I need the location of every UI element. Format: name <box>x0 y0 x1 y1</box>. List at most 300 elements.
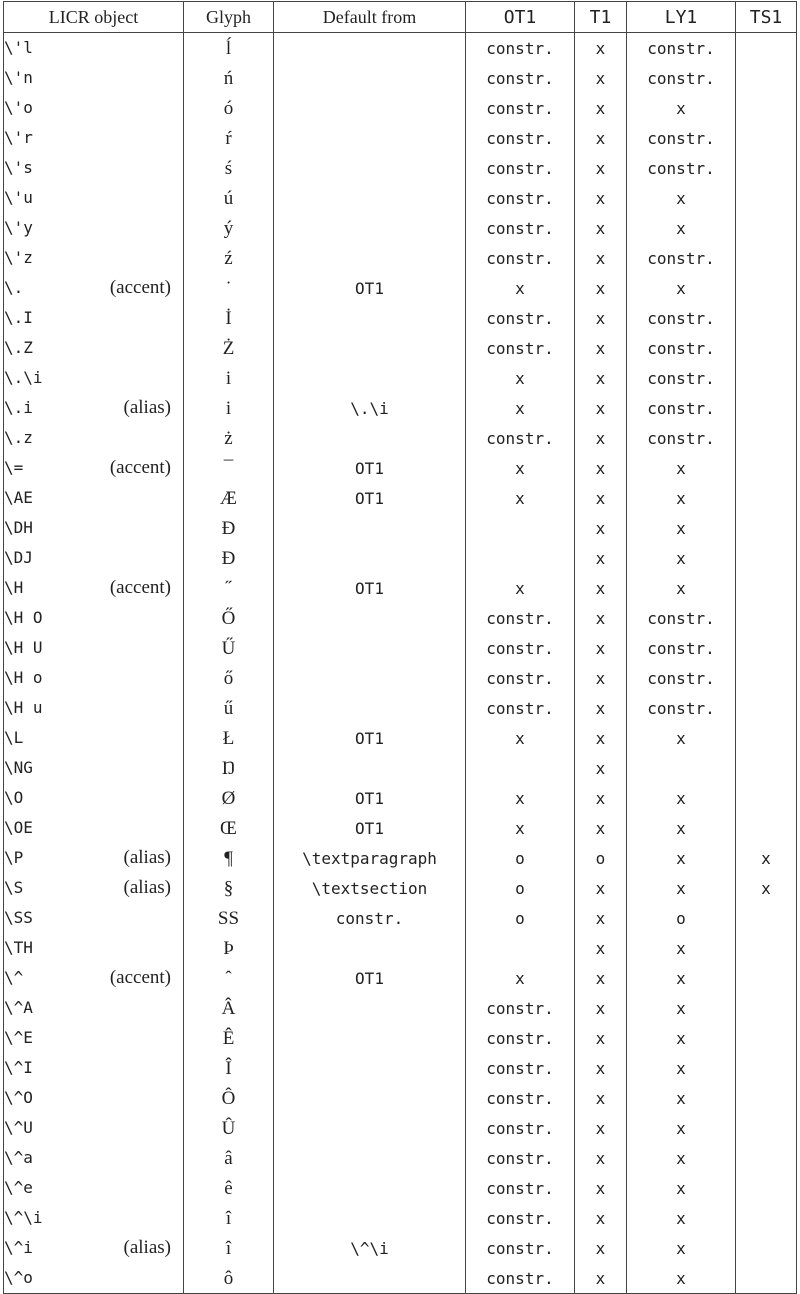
licr-command: \H o <box>4 668 43 687</box>
licr-command: \L <box>4 728 24 747</box>
licr-command: \H O <box>4 608 43 627</box>
ts1-cell <box>736 273 797 303</box>
table-row <box>4 303 797 333</box>
t1-cell: x <box>575 243 627 273</box>
ot1-cell: constr. <box>466 303 575 333</box>
ly1-cell: x <box>627 183 736 213</box>
licr-object-cell <box>4 273 184 303</box>
header-default-from: Default from <box>274 2 466 33</box>
ot1-cell: constr. <box>466 63 575 93</box>
licr-object-cell <box>4 63 184 93</box>
ly1-cell: x <box>627 1113 736 1143</box>
licr-object-cell <box>4 783 184 813</box>
table-body <box>4 33 797 1294</box>
ts1-cell <box>736 453 797 483</box>
glyph-cell: Â <box>184 993 274 1023</box>
table-row <box>4 783 797 813</box>
table-row <box>4 813 797 843</box>
ot1-cell: constr. <box>466 633 575 663</box>
table-row <box>4 1233 797 1263</box>
licr-command: \'l <box>4 38 33 57</box>
ts1-cell <box>736 123 797 153</box>
t1-cell: x <box>575 993 627 1023</box>
t1-cell: x <box>575 1083 627 1113</box>
glyph-cell: â <box>184 1143 274 1173</box>
table-row <box>4 453 797 483</box>
ly1-cell: constr. <box>627 153 736 183</box>
default-from-cell: \.\i <box>274 393 466 423</box>
t1-cell: x <box>575 183 627 213</box>
ts1-cell <box>736 303 797 333</box>
default-from-cell <box>274 1203 466 1233</box>
t1-cell: x <box>575 513 627 543</box>
ts1-cell: x <box>736 843 797 873</box>
table-row <box>4 1143 797 1173</box>
glyph-cell: ź <box>184 243 274 273</box>
glyph-cell: ý <box>184 213 274 243</box>
licr-command: \SS <box>4 908 33 927</box>
t1-cell: x <box>575 663 627 693</box>
ts1-cell <box>736 423 797 453</box>
licr-command: \^E <box>4 1028 33 1047</box>
licr-object-cell <box>4 1203 184 1233</box>
licr-command: \TH <box>4 938 33 957</box>
glyph-cell: ê <box>184 1173 274 1203</box>
ts1-cell <box>736 93 797 123</box>
licr-command: \H <box>4 578 24 597</box>
licr-object-cell <box>4 183 184 213</box>
glyph-cell: ¯ <box>184 453 274 483</box>
t1-cell: x <box>575 753 627 783</box>
licr-command: \DJ <box>4 548 33 567</box>
ts1-cell <box>736 483 797 513</box>
glyph-cell: Ŋ <box>184 753 274 783</box>
ts1-cell <box>736 1263 797 1294</box>
default-from-cell <box>274 123 466 153</box>
t1-cell: x <box>575 333 627 363</box>
ts1-cell <box>736 813 797 843</box>
ts1-cell <box>736 993 797 1023</box>
ot1-cell: x <box>466 963 575 993</box>
table-row <box>4 423 797 453</box>
licr-command: \^e <box>4 1178 33 1197</box>
licr-command: \'y <box>4 218 33 237</box>
glyph-cell: ˆ <box>184 963 274 993</box>
ot1-cell: constr. <box>466 33 575 64</box>
table-row <box>4 693 797 723</box>
default-from-cell: \textparagraph <box>274 843 466 873</box>
ly1-cell: x <box>627 933 736 963</box>
licr-object-cell <box>4 993 184 1023</box>
t1-cell: x <box>575 303 627 333</box>
licr-object-cell <box>4 1263 184 1294</box>
ts1-cell <box>736 543 797 573</box>
glyph-cell: î <box>184 1233 274 1263</box>
licr-object-cell <box>4 333 184 363</box>
default-from-cell <box>274 183 466 213</box>
ot1-cell <box>466 753 575 783</box>
glyph-cell: Ő <box>184 603 274 633</box>
ot1-cell: constr. <box>466 1053 575 1083</box>
table-row <box>4 1113 797 1143</box>
header-ts1: TS1 <box>736 2 797 33</box>
glyph-cell: ő <box>184 663 274 693</box>
t1-cell: x <box>575 363 627 393</box>
ot1-cell: o <box>466 873 575 903</box>
licr-command: \O <box>4 788 24 807</box>
t1-cell: x <box>575 1173 627 1203</box>
t1-cell: x <box>575 933 627 963</box>
t1-cell: x <box>575 783 627 813</box>
glyph-cell: § <box>184 873 274 903</box>
default-from-cell <box>274 213 466 243</box>
licr-command: \DH <box>4 518 33 537</box>
licr-note: (alias) <box>123 397 171 418</box>
licr-object-cell <box>4 453 184 483</box>
ly1-cell: x <box>627 813 736 843</box>
licr-object-cell <box>4 573 184 603</box>
ly1-cell: x <box>627 783 736 813</box>
licr-object-cell <box>4 123 184 153</box>
glyph-cell: Ð <box>184 513 274 543</box>
licr-object-cell <box>4 303 184 333</box>
default-from-cell <box>274 603 466 633</box>
ly1-cell: constr. <box>627 423 736 453</box>
licr-command: \^U <box>4 1118 33 1137</box>
ly1-cell: constr. <box>627 693 736 723</box>
default-from-cell: OT1 <box>274 783 466 813</box>
default-from-cell: OT1 <box>274 723 466 753</box>
licr-command: \^\i <box>4 1208 43 1227</box>
ot1-cell: constr. <box>466 93 575 123</box>
ly1-cell: x <box>627 1023 736 1053</box>
ly1-cell: constr. <box>627 633 736 663</box>
ot1-cell: constr. <box>466 1173 575 1203</box>
licr-object-cell <box>4 963 184 993</box>
glyph-cell: ú <box>184 183 274 213</box>
licr-object-cell <box>4 243 184 273</box>
licr-command: \.Z <box>4 338 33 357</box>
ts1-cell <box>736 243 797 273</box>
ts1-cell <box>736 513 797 543</box>
ts1-cell <box>736 183 797 213</box>
header-ot1: OT1 <box>466 2 575 33</box>
licr-command: \^A <box>4 998 33 1017</box>
table-row <box>4 483 797 513</box>
licr-object-cell <box>4 1233 184 1263</box>
default-from-cell: OT1 <box>274 273 466 303</box>
ot1-cell: o <box>466 843 575 873</box>
glyph-cell: İ <box>184 303 274 333</box>
t1-cell: x <box>575 873 627 903</box>
table-row <box>4 1023 797 1053</box>
ot1-cell: constr. <box>466 183 575 213</box>
glyph-cell: ˝ <box>184 573 274 603</box>
ts1-cell <box>736 963 797 993</box>
table-row <box>4 633 797 663</box>
t1-cell: x <box>575 453 627 483</box>
table-row <box>4 723 797 753</box>
t1-cell: x <box>575 723 627 753</box>
ot1-cell: constr. <box>466 243 575 273</box>
ly1-cell: constr. <box>627 363 736 393</box>
ot1-cell: x <box>466 573 575 603</box>
default-from-cell <box>274 1023 466 1053</box>
ot1-cell: x <box>466 723 575 753</box>
t1-cell: x <box>575 273 627 303</box>
ot1-cell: constr. <box>466 1113 575 1143</box>
ly1-cell: constr. <box>627 243 736 273</box>
table-row <box>4 333 797 363</box>
default-from-cell <box>274 303 466 333</box>
default-from-cell <box>274 693 466 723</box>
table-row <box>4 1263 797 1294</box>
licr-command: \^a <box>4 1148 33 1167</box>
t1-cell: x <box>575 423 627 453</box>
ot1-cell: x <box>466 363 575 393</box>
glyph-cell: ¶ <box>184 843 274 873</box>
licr-note: (alias) <box>123 1237 171 1258</box>
glyph-cell: Œ <box>184 813 274 843</box>
default-from-cell <box>274 663 466 693</box>
licr-command: \AE <box>4 488 33 507</box>
glyph-cell: ż <box>184 423 274 453</box>
table-row <box>4 33 797 64</box>
licr-note: (accent) <box>109 967 171 988</box>
ly1-cell: x <box>627 1203 736 1233</box>
ly1-cell: constr. <box>627 603 736 633</box>
default-from-cell <box>274 1083 466 1113</box>
ly1-cell: constr. <box>627 63 736 93</box>
licr-command: \.i <box>4 398 33 417</box>
default-from-cell: OT1 <box>274 963 466 993</box>
ts1-cell <box>736 1233 797 1263</box>
t1-cell: x <box>575 633 627 663</box>
ot1-cell: constr. <box>466 123 575 153</box>
table-row <box>4 1173 797 1203</box>
table-row <box>4 1053 797 1083</box>
licr-object-cell <box>4 723 184 753</box>
ly1-cell: constr. <box>627 303 736 333</box>
licr-object-cell <box>4 603 184 633</box>
ly1-cell: x <box>627 993 736 1023</box>
t1-cell: x <box>575 123 627 153</box>
t1-cell: x <box>575 153 627 183</box>
table-row <box>4 543 797 573</box>
ly1-cell: x <box>627 723 736 753</box>
ot1-cell: constr. <box>466 213 575 243</box>
default-from-cell <box>274 1113 466 1143</box>
table-row <box>4 843 797 873</box>
licr-object-cell <box>4 93 184 123</box>
default-from-cell: OT1 <box>274 813 466 843</box>
ts1-cell <box>736 1083 797 1113</box>
ot1-cell <box>466 933 575 963</box>
t1-cell: o <box>575 843 627 873</box>
table-row <box>4 903 797 933</box>
licr-note: (accent) <box>109 457 171 478</box>
ts1-cell <box>736 1053 797 1083</box>
default-from-cell <box>274 543 466 573</box>
ly1-cell: x <box>627 1143 736 1173</box>
ot1-cell: x <box>466 783 575 813</box>
licr-object-cell <box>4 1083 184 1113</box>
licr-command: \'z <box>4 248 33 267</box>
default-from-cell <box>274 93 466 123</box>
licr-object-cell <box>4 873 184 903</box>
glyph-cell: Þ <box>184 933 274 963</box>
default-from-cell: \textsection <box>274 873 466 903</box>
default-from-cell <box>274 753 466 783</box>
table-row <box>4 993 797 1023</box>
ly1-cell: x <box>627 483 736 513</box>
t1-cell: x <box>575 393 627 423</box>
licr-object-cell <box>4 813 184 843</box>
table-row <box>4 873 797 903</box>
ot1-cell: constr. <box>466 153 575 183</box>
t1-cell: x <box>575 1263 627 1294</box>
licr-note: (alias) <box>123 847 171 868</box>
ot1-cell: constr. <box>466 1023 575 1053</box>
ly1-cell: constr. <box>627 663 736 693</box>
ly1-cell: x <box>627 573 736 603</box>
licr-command: \.z <box>4 428 33 447</box>
default-from-cell <box>274 33 466 64</box>
licr-object-cell <box>4 1113 184 1143</box>
licr-object-cell <box>4 513 184 543</box>
default-from-cell: OT1 <box>274 573 466 603</box>
ly1-cell: constr. <box>627 393 736 423</box>
default-from-cell: \^\i <box>274 1233 466 1263</box>
licr-command: \'n <box>4 68 33 87</box>
glyph-cell: ˙ <box>184 273 274 303</box>
ly1-cell: o <box>627 903 736 933</box>
licr-command: \S <box>4 878 24 897</box>
t1-cell: x <box>575 573 627 603</box>
ts1-cell <box>736 1173 797 1203</box>
glyph-cell: Ô <box>184 1083 274 1113</box>
default-from-cell <box>274 1173 466 1203</box>
ot1-cell: x <box>466 393 575 423</box>
ts1-cell <box>736 33 797 64</box>
glyph-cell: î <box>184 1203 274 1233</box>
licr-command: \.I <box>4 308 33 327</box>
ly1-cell: x <box>627 273 736 303</box>
ts1-cell <box>736 723 797 753</box>
ly1-cell: constr. <box>627 123 736 153</box>
ot1-cell: constr. <box>466 1143 575 1173</box>
licr-object-cell <box>4 213 184 243</box>
default-from-cell <box>274 333 466 363</box>
ts1-cell <box>736 213 797 243</box>
ly1-cell: x <box>627 93 736 123</box>
ot1-cell: x <box>466 813 575 843</box>
ts1-cell <box>736 393 797 423</box>
t1-cell: x <box>575 1233 627 1263</box>
licr-command: \'u <box>4 188 33 207</box>
glyph-cell: Î <box>184 1053 274 1083</box>
table-row <box>4 63 797 93</box>
table-row <box>4 1083 797 1113</box>
default-from-cell <box>274 993 466 1023</box>
default-from-cell <box>274 423 466 453</box>
t1-cell: x <box>575 813 627 843</box>
licr-command: \'s <box>4 158 33 177</box>
licr-object-cell <box>4 393 184 423</box>
glyph-cell: ŕ <box>184 123 274 153</box>
default-from-cell <box>274 153 466 183</box>
header-licr-object: LICR object <box>4 2 184 33</box>
licr-note: (alias) <box>123 877 171 898</box>
header-glyph: Glyph <box>184 2 274 33</box>
ot1-cell: constr. <box>466 1233 575 1263</box>
ts1-cell <box>736 1113 797 1143</box>
default-from-cell <box>274 513 466 543</box>
glyph-cell: ô <box>184 1263 274 1294</box>
ot1-cell: constr. <box>466 993 575 1023</box>
ts1-cell: x <box>736 873 797 903</box>
ly1-cell: x <box>627 513 736 543</box>
glyph-cell: Ø <box>184 783 274 813</box>
default-from-cell <box>274 63 466 93</box>
default-from-cell: OT1 <box>274 483 466 513</box>
licr-command: \^O <box>4 1088 33 1107</box>
ot1-cell <box>466 513 575 543</box>
table-row <box>4 603 797 633</box>
ts1-cell <box>736 903 797 933</box>
licr-object-cell <box>4 363 184 393</box>
table-row <box>4 933 797 963</box>
ly1-cell: x <box>627 1233 736 1263</box>
ts1-cell <box>736 603 797 633</box>
ly1-cell: x <box>627 1263 736 1294</box>
t1-cell: x <box>575 63 627 93</box>
ts1-cell <box>736 753 797 783</box>
licr-command: \OE <box>4 818 33 837</box>
glyph-cell: Æ <box>184 483 274 513</box>
licr-object-cell <box>4 843 184 873</box>
t1-cell: x <box>575 1023 627 1053</box>
default-from-cell <box>274 1263 466 1294</box>
glyph-cell: Ê <box>184 1023 274 1053</box>
default-from-cell <box>274 1143 466 1173</box>
table-row <box>4 213 797 243</box>
table-row <box>4 243 797 273</box>
ot1-cell: constr. <box>466 1263 575 1294</box>
t1-cell: x <box>575 93 627 123</box>
ts1-cell <box>736 663 797 693</box>
licr-command: \.\i <box>4 368 43 387</box>
glyph-cell: SS <box>184 903 274 933</box>
t1-cell: x <box>575 1053 627 1083</box>
ly1-cell: constr. <box>627 33 736 64</box>
licr-command: \NG <box>4 758 33 777</box>
ot1-cell: constr. <box>466 1083 575 1113</box>
licr-command: \^o <box>4 1268 33 1287</box>
ot1-cell: constr. <box>466 423 575 453</box>
licr-object-cell <box>4 1173 184 1203</box>
glyph-cell: i <box>184 393 274 423</box>
licr-command: \H u <box>4 698 43 717</box>
t1-cell: x <box>575 33 627 64</box>
ts1-cell <box>736 633 797 663</box>
licr-object-cell <box>4 633 184 663</box>
t1-cell: x <box>575 1203 627 1233</box>
default-from-cell <box>274 1053 466 1083</box>
table-row <box>4 513 797 543</box>
t1-cell: x <box>575 213 627 243</box>
glyph-cell: ó <box>184 93 274 123</box>
